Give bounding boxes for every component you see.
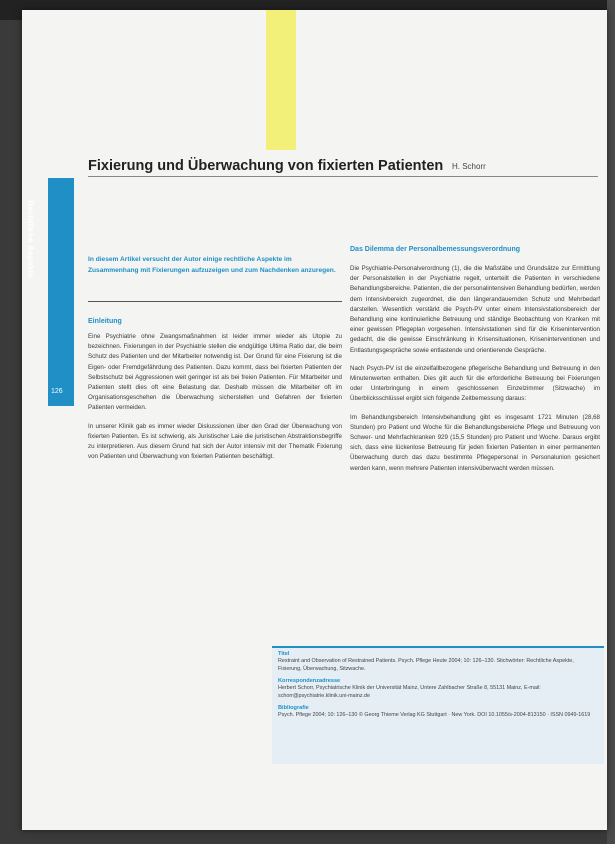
info-text-correspondence: Herbert Schorr, Psychiatrische Klinik der Universität Mainz, Untere Zahlbacher Straße 8, 55131 Mainz, E-mail: schorr@psychiatrie.klinik.uni-mainz.de — [278, 685, 541, 699]
section-tab-label: Rechtliche Aspekte — [26, 200, 36, 279]
info-text-bibliography: Psych. Pflege 2004; 10: 126–130 © Georg Thieme Verlag KG Stuttgart · New York. DOI 10.1055/s-2004-813150 · ISSN 0949-1619 — [278, 712, 591, 718]
right-paragraph-2: Nach Psych-PV ist die einzelfallbezogene pflegerische Behandlung und Betreuung in den Minutenwerten enthalten. Dies gilt auch für die erforderliche Betreuung bei Fixierungen oder Unterbringung in einem geschlossenen Einzelzimmer (Sitzwache) im Überblicksschlüssel ergibt sich folgende Zeitbemessung daraus: — [350, 364, 600, 403]
article-author: H. Schorr — [452, 162, 486, 171]
page-number: 126 — [51, 388, 63, 395]
left-column-body — [88, 332, 342, 462]
lead-divider — [88, 301, 342, 302]
left-section-heading: Einleitung — [88, 318, 122, 325]
right-paragraph-3: Im Behandlungsbereich Intensivbehandlung gibt es insgesamt 1721 Minuten (28,68 Stunden) pro Patient und Woche für die Behandlungsbereiche Pflege und Betreuung von Schwer- und Mehrfachkranken 929 (15,5 Stunden) pro Patient und Woche. Daraus ergibt sich, dass eine lückenlose Betreuung für jeden fixierten Patienten in einer permanenten Überwachung durch das dazu bestimmte Pflegepersonal in Personalunion gesichert werden kann, wenn mehrere Patienten intensivüberwacht werden müssen. — [350, 413, 600, 472]
info-text-title: Restraint and Observation of Restrained Patients. Psych. Pflege Heute 2004; 10: 126–130. Stichwörter: Rechtliche Aspekte, Fixierung, Überwachung, Sitzwache. — [278, 658, 574, 672]
info-label-title: Titel — [278, 651, 290, 657]
article-lead: In diesem Artikel versucht der Autor einige rechtliche Aspekte im Zusammenhang mit Fixierungen aufzuzeigen und zum Nachdenken anzuregen. — [88, 256, 336, 274]
right-paragraph-1: Die Psychiatrie-Personalverordnung (1), die die Maßstäbe und Grundsätze zur Ermittlung der Personalstellen in der Psychiatrie regelt, unterteilt die Patienten in verschiedene Behandlungsbereiche. Patienten, die der personalintensiven Behandlung bedürfen, werden dem Intensivbereich zugeordnet, die den längerandauernden Schutz und Mehrbedarf darstellen. Wesentlich verstärkt die Psych-PV unter einem Intensivstationsbereich der Behandlung eine kontinuierliche Betreuung und ständige Beobachtung von Kranken mit einer gewissen Pflegeplan vorgesehen. Intensivstationen sind für die Krisenintervention gedacht, die die gewisse Einschränkung in Krisensituationen, Kriseninterventionen und Entlastungsgespräche sowie entlastende und orientierende Gespräche. — [350, 265, 600, 354]
scan-edge-right — [607, 0, 615, 844]
title-divider — [88, 176, 598, 177]
article-info-box — [272, 646, 604, 764]
left-paragraph-1: Eine Psychiatrie ohne Zwangsmaßnahmen ist leider immer wieder als Utopie zu bezeichnen. Fixierungen in der Psychiatrie stellen die endgültige Ultima Ratio dar, die beim Schutz des Patienten und der Mitarbeiter notwendig ist. Der Grund für eine Fixierung ist die Eigen- oder Fremdgefährdung des Patienten. Dazu kommt, dass bei fixierten Patienten der Selbstschutz bei Aggressionen weit geringer ist als bei freien Patienten. Für Mitarbeiter und Patienten stellt dies oft eine Belastung dar. Deshalb müssen die Mitarbeiter oft im Organisationsgeschehen die Überwachung sicherstellen und Gefahren der fixierten Patienten vermeiden. — [88, 333, 342, 412]
journal-page — [22, 10, 607, 830]
info-label-bibliography: Bibliografie — [278, 705, 309, 711]
right-section-heading: Das Dilemma der Personalbemessungsverordnung — [350, 246, 520, 253]
section-side-tab — [48, 178, 74, 406]
highlighter-mark — [266, 10, 296, 150]
right-column-body — [350, 264, 600, 474]
article-title: Fixierung und Überwachung von fixierten Patienten — [88, 158, 444, 174]
info-label-correspondence: Korrespondenzadresse — [278, 678, 341, 684]
left-paragraph-2: In unserer Klinik gab es immer wieder Diskussionen über den Grad der Überwachung von fixierten Patienten. Es ist schwierig, als Juristischer Laie die juristischen Abstraktionsbegriffe zu interpretieren. Aus diesem Grund hat sich der Autor intensiv mit der Thematik Fixierung von Patienten und Überwachung von fixierten Patienten beschäftigt. — [88, 422, 342, 461]
